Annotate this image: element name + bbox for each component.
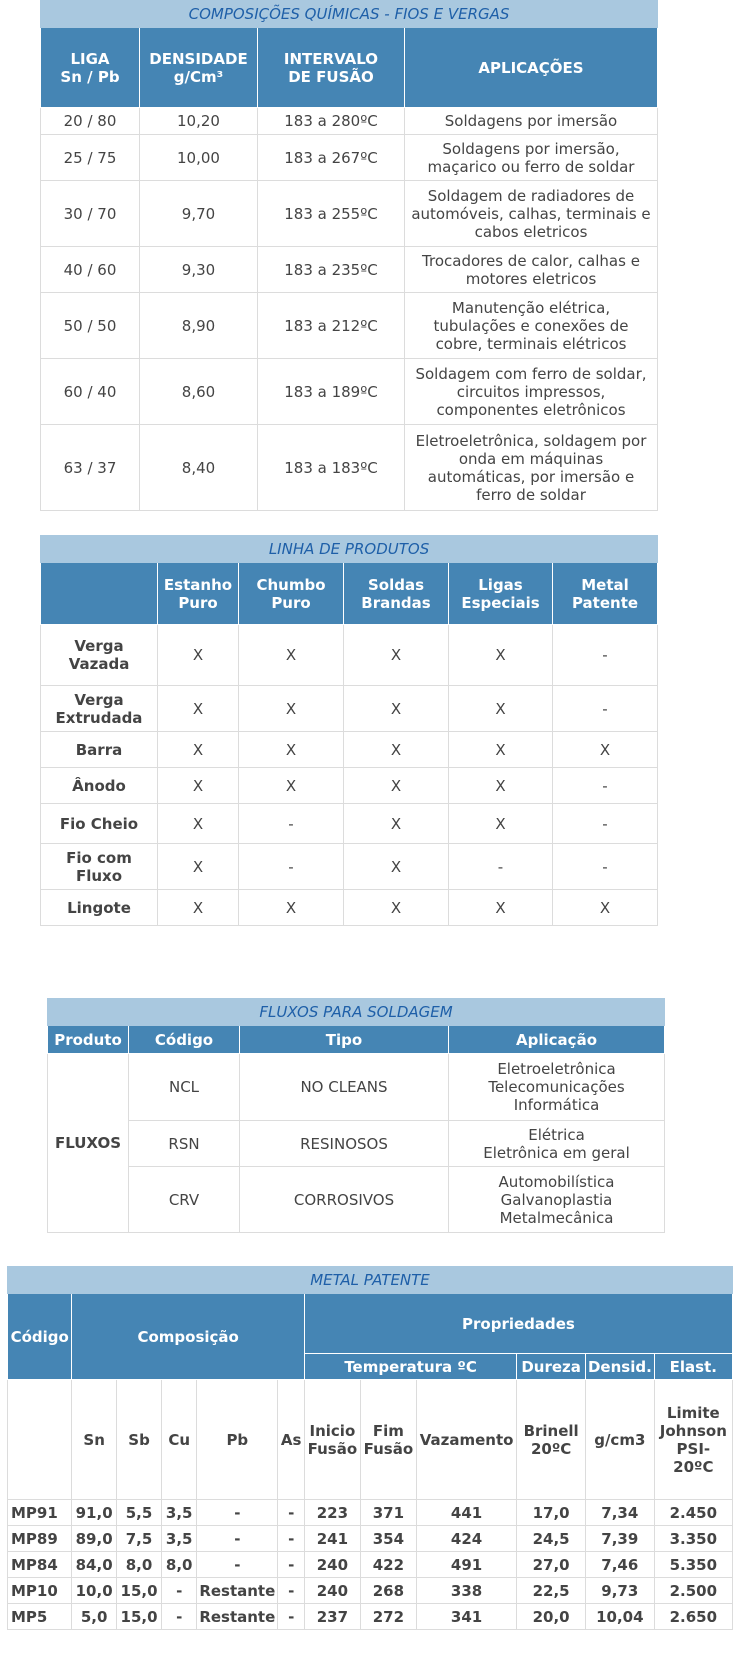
- column-header: Código: [8, 1294, 72, 1380]
- table-row: [41, 768, 658, 804]
- table-row: [8, 1500, 733, 1526]
- subheader-cell: [8, 1380, 72, 1500]
- cell: 40 / 60: [41, 247, 140, 293]
- cell: 240: [304, 1552, 360, 1578]
- cell: Manutenção elétrica, tubulações e conexões de cobre, terminais elétricos: [405, 293, 658, 359]
- cell: 27,0: [517, 1552, 586, 1578]
- cell: 7,46: [585, 1552, 654, 1578]
- cell: X: [158, 768, 239, 804]
- subheader-cell: Vazamento: [416, 1380, 516, 1500]
- cell: X: [344, 890, 449, 926]
- cell: -: [162, 1604, 197, 1630]
- cell: 341: [416, 1604, 516, 1630]
- cell: X: [239, 890, 344, 926]
- cell: 183 a 235ºC: [258, 247, 405, 293]
- cell: 8,60: [140, 359, 258, 425]
- cell: 183 a 189ºC: [258, 359, 405, 425]
- cell: -: [197, 1526, 278, 1552]
- cell: -: [553, 686, 658, 732]
- cell: X: [239, 732, 344, 768]
- column-header: APLICAÇÕES: [405, 28, 658, 108]
- cell: 91,0: [72, 1500, 116, 1526]
- table-title: METAL PATENTE: [8, 1267, 733, 1294]
- cell: 183 a 212ºC: [258, 293, 405, 359]
- column-header: Chumbo Puro: [239, 563, 344, 625]
- subheader-cell: Pb: [197, 1380, 278, 1500]
- row-code: MP5: [8, 1604, 72, 1630]
- cell: -: [239, 844, 344, 890]
- chemical-compositions-table: [40, 0, 658, 511]
- column-header: Aplicação: [449, 1026, 665, 1054]
- cell: 5.350: [654, 1552, 732, 1578]
- row-label: Lingote: [41, 890, 158, 926]
- cell: 7,5: [116, 1526, 161, 1552]
- table-row: [48, 1054, 665, 1121]
- table-row: [41, 732, 658, 768]
- subheader-cell: Sb: [116, 1380, 161, 1500]
- table-row: [41, 135, 658, 181]
- cell: X: [344, 768, 449, 804]
- column-header: DENSIDADE g/Cm³: [140, 28, 258, 108]
- metal-patente-table: [7, 1266, 733, 1630]
- table-row: [41, 844, 658, 890]
- cell: Elétrica Eletrônica em geral: [449, 1121, 665, 1167]
- cell: -: [553, 768, 658, 804]
- cell: NO CLEANS: [240, 1054, 449, 1121]
- table-row: [41, 359, 658, 425]
- table-title: COMPOSIÇÕES QUÍMICAS - FIOS E VERGAS: [41, 1, 658, 28]
- cell: 371: [360, 1500, 416, 1526]
- cell: Restante: [197, 1578, 278, 1604]
- cell: 240: [304, 1578, 360, 1604]
- table-row: [8, 1578, 733, 1604]
- cell: 22,5: [517, 1578, 586, 1604]
- cell: 2.450: [654, 1500, 732, 1526]
- column-header: Produto: [48, 1026, 129, 1054]
- cell: 50 / 50: [41, 293, 140, 359]
- column-header: Metal Patente: [553, 563, 658, 625]
- cell: 354: [360, 1526, 416, 1552]
- cell: 89,0: [72, 1526, 116, 1552]
- cell: X: [158, 844, 239, 890]
- cell: X: [449, 890, 553, 926]
- cell: CORROSIVOS: [240, 1167, 449, 1233]
- table-row: [41, 247, 658, 293]
- cell: X: [449, 768, 553, 804]
- column-header: Elast.: [654, 1354, 732, 1380]
- cell: -: [278, 1552, 304, 1578]
- cell: 8,90: [140, 293, 258, 359]
- cell: -: [449, 844, 553, 890]
- cell: Soldagens por imersão, maçarico ou ferro de soldar: [405, 135, 658, 181]
- cell: Soldagem de radiadores de automóveis, calhas, terminais e cabos eletricos: [405, 181, 658, 247]
- subheader-cell: As: [278, 1380, 304, 1500]
- cell: 24,5: [517, 1526, 586, 1552]
- cell: -: [553, 844, 658, 890]
- cell: 3,5: [162, 1500, 197, 1526]
- cell: 9,70: [140, 181, 258, 247]
- cell: 10,20: [140, 108, 258, 135]
- table-row: [8, 1552, 733, 1578]
- cell: 17,0: [517, 1500, 586, 1526]
- table-row: [8, 1526, 733, 1552]
- cell: X: [158, 804, 239, 844]
- cell: -: [197, 1500, 278, 1526]
- column-header: Dureza: [517, 1354, 586, 1380]
- cell: X: [239, 686, 344, 732]
- cell: -: [278, 1526, 304, 1552]
- table-row: [48, 1167, 665, 1233]
- cell: 2.650: [654, 1604, 732, 1630]
- row-label: Ânodo: [41, 768, 158, 804]
- cell: 30 / 70: [41, 181, 140, 247]
- column-header: Ligas Especiais: [449, 563, 553, 625]
- cell: 8,0: [162, 1552, 197, 1578]
- cell: 84,0: [72, 1552, 116, 1578]
- cell: RSN: [129, 1121, 240, 1167]
- table-row: [8, 1604, 733, 1630]
- column-header: Código: [129, 1026, 240, 1054]
- cell: 63 / 37: [41, 425, 140, 511]
- cell: CRV: [129, 1167, 240, 1233]
- row-label: Fio Cheio: [41, 804, 158, 844]
- cell: 7,39: [585, 1526, 654, 1552]
- cell: 183 a 255ºC: [258, 181, 405, 247]
- cell: -: [553, 804, 658, 844]
- cell: 237: [304, 1604, 360, 1630]
- column-header: INTERVALO DE FUSÃO: [258, 28, 405, 108]
- cell: Trocadores de calor, calhas e motores eletricos: [405, 247, 658, 293]
- column-header: Soldas Brandas: [344, 563, 449, 625]
- subheader-cell: g/cm3: [585, 1380, 654, 1500]
- cell: 183 a 280ºC: [258, 108, 405, 135]
- cell: 15,0: [116, 1578, 161, 1604]
- cell: -: [239, 804, 344, 844]
- cell: 25 / 75: [41, 135, 140, 181]
- cell: 5,5: [116, 1500, 161, 1526]
- cell: 2.500: [654, 1578, 732, 1604]
- cell: 15,0: [116, 1604, 161, 1630]
- cell: 272: [360, 1604, 416, 1630]
- cell: X: [449, 804, 553, 844]
- cell: 424: [416, 1526, 516, 1552]
- cell: 183 a 183ºC: [258, 425, 405, 511]
- cell: Eletroeletrônica, soldagem por onda em máquinas automáticas, por imersão e ferro de soldar: [405, 425, 658, 511]
- cell: X: [449, 625, 553, 686]
- table-row: [41, 686, 658, 732]
- column-header: Densid.: [585, 1354, 654, 1380]
- cell: X: [158, 732, 239, 768]
- cell: X: [344, 804, 449, 844]
- subheader-cell: Brinell 20ºC: [517, 1380, 586, 1500]
- cell: X: [239, 625, 344, 686]
- table-row: [41, 181, 658, 247]
- cell: Automobilística Galvanoplastia Metalmecânica: [449, 1167, 665, 1233]
- row-label: Barra: [41, 732, 158, 768]
- cell: X: [158, 625, 239, 686]
- row-code: MP84: [8, 1552, 72, 1578]
- cell: Eletroeletrônica Telecomunicações Informática: [449, 1054, 665, 1121]
- cell: 422: [360, 1552, 416, 1578]
- table-row: [48, 1121, 665, 1167]
- cell: Soldagem com ferro de soldar, circuitos impressos, componentes eletrônicos: [405, 359, 658, 425]
- column-header: [41, 563, 158, 625]
- cell: X: [344, 844, 449, 890]
- cell: -: [278, 1604, 304, 1630]
- table-row: [41, 625, 658, 686]
- cell: 60 / 40: [41, 359, 140, 425]
- row-code: MP91: [8, 1500, 72, 1526]
- row-label: Verga Extrudada: [41, 686, 158, 732]
- cell: 3,5: [162, 1526, 197, 1552]
- column-header: Estanho Puro: [158, 563, 239, 625]
- table-row: [41, 293, 658, 359]
- cell: 183 a 267ºC: [258, 135, 405, 181]
- cell: 20,0: [517, 1604, 586, 1630]
- cell: X: [449, 686, 553, 732]
- cell: 8,0: [116, 1552, 161, 1578]
- cell: X: [344, 732, 449, 768]
- table-row: [41, 425, 658, 511]
- cell: -: [278, 1578, 304, 1604]
- table-row: [41, 890, 658, 926]
- cell: 223: [304, 1500, 360, 1526]
- table-row: [41, 108, 658, 135]
- cell: NCL: [129, 1054, 240, 1121]
- cell: 20 / 80: [41, 108, 140, 135]
- subheader-cell: Limite Johnson PSI- 20ºC: [654, 1380, 732, 1500]
- cell: 10,0: [72, 1578, 116, 1604]
- cell: 268: [360, 1578, 416, 1604]
- cell: 241: [304, 1526, 360, 1552]
- cell: 491: [416, 1552, 516, 1578]
- cell: X: [344, 625, 449, 686]
- subheader-cell: Inicio Fusão: [304, 1380, 360, 1500]
- cell: -: [278, 1500, 304, 1526]
- row-code: MP10: [8, 1578, 72, 1604]
- cell: X: [553, 732, 658, 768]
- column-header: Tipo: [240, 1026, 449, 1054]
- cell: X: [158, 686, 239, 732]
- cell: -: [553, 625, 658, 686]
- product-cell: FLUXOS: [48, 1054, 129, 1233]
- cell: -: [162, 1578, 197, 1604]
- cell: X: [158, 890, 239, 926]
- cell: 9,30: [140, 247, 258, 293]
- cell: X: [449, 732, 553, 768]
- cell: X: [553, 890, 658, 926]
- table-subheader-row: [8, 1380, 733, 1500]
- cell: 8,40: [140, 425, 258, 511]
- column-header: Composição: [72, 1294, 304, 1380]
- row-code: MP89: [8, 1526, 72, 1552]
- cell: X: [344, 686, 449, 732]
- cell: 5,0: [72, 1604, 116, 1630]
- cell: 3.350: [654, 1526, 732, 1552]
- cell: Restante: [197, 1604, 278, 1630]
- subheader-cell: Cu: [162, 1380, 197, 1500]
- table-row: [41, 804, 658, 844]
- cell: 10,04: [585, 1604, 654, 1630]
- cell: 10,00: [140, 135, 258, 181]
- row-label: Fio com Fluxo: [41, 844, 158, 890]
- cell: -: [197, 1552, 278, 1578]
- soldering-fluxes-table: [47, 998, 665, 1233]
- cell: 7,34: [585, 1500, 654, 1526]
- column-header: Temperatura ºC: [304, 1354, 516, 1380]
- cell: 9,73: [585, 1578, 654, 1604]
- product-line-table: [40, 535, 658, 926]
- cell: 338: [416, 1578, 516, 1604]
- cell: RESINOSOS: [240, 1121, 449, 1167]
- subheader-cell: Fim Fusão: [360, 1380, 416, 1500]
- cell: 441: [416, 1500, 516, 1526]
- row-label: Verga Vazada: [41, 625, 158, 686]
- cell: X: [239, 768, 344, 804]
- cell: Soldagens por imersão: [405, 108, 658, 135]
- subheader-cell: Sn: [72, 1380, 116, 1500]
- column-header: Propriedades: [304, 1294, 732, 1354]
- table-title: FLUXOS PARA SOLDAGEM: [48, 999, 665, 1026]
- column-header: LIGA Sn / Pb: [41, 28, 140, 108]
- table-title: LINHA DE PRODUTOS: [41, 536, 658, 563]
